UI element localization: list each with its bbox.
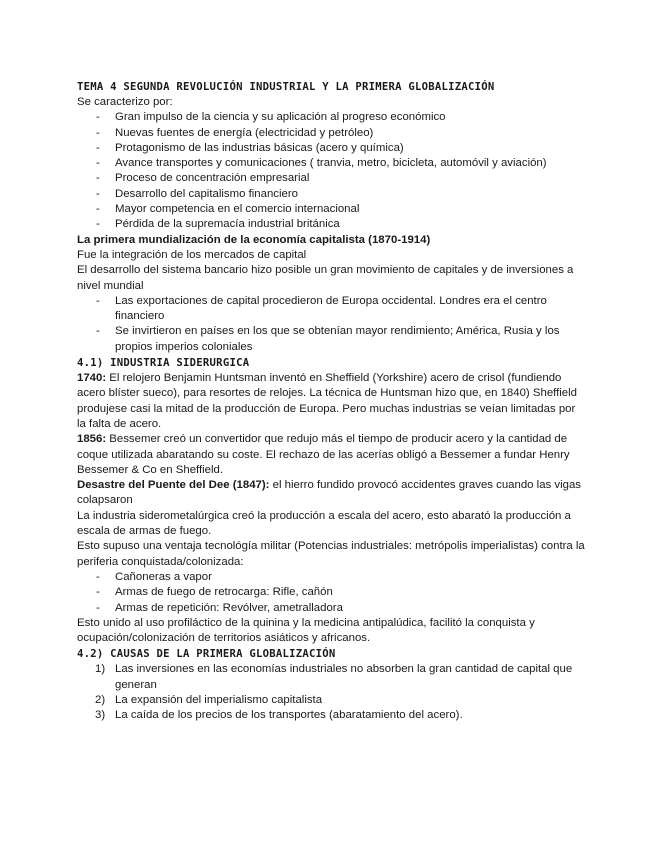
list-item: - Se invirtieron en países en los que se obtenían mayor rendimiento; América, Rusia y los propios imperios coloniales [96, 325, 560, 353]
paragraph-1856: 1856: Bessemer creó un convertidor que redujo más el tiempo de producir acero y la cantidad de coque utilizada abaratando su coste. El rechazo de las acerías obligó a Bessemer a fundar Henry Bessemer & Co en Sheffield. [77, 433, 570, 476]
list-item: - Armas de repetición: Revólver, ametralladora [77, 601, 587, 616]
characteristics-list [77, 110, 587, 232]
list-item: 2) La expansión del imperialismo capitalista [77, 693, 587, 708]
list-item: - Armas de fuego de retrocarga: Rifle, cañón [77, 585, 587, 600]
dash-marker: - [96, 187, 100, 200]
paragraph-dee-bridge: Desastre del Puente del Dee (1847): el hierro fundido provocó accidentes graves cuando las vigas colapsaron [77, 479, 581, 507]
dash-marker: - [96, 586, 100, 599]
mundializacion-line-1: Fue la integración de los mercados de capital [77, 248, 307, 261]
dash-marker: - [96, 601, 100, 614]
dash-marker: - [96, 294, 100, 307]
intro-text: Se caracterizo por: [77, 96, 173, 108]
dash-marker: - [96, 111, 100, 124]
list-item: - Las exportaciones de capital procedieron de Europa occidental. Londres era el centro financiero [96, 294, 547, 323]
list-item: - Gran impulso de la ciencia y su aplicación al progreso económico [77, 110, 587, 125]
dash-marker: - [96, 570, 100, 583]
paragraph-1740: 1740: El relojero Benjamin Huntsman inventó en Sheffield (Yorkshire) acero de crisol (fundiendo acero blíster sueco), para resortes de relojes. La técnica de Huntsman hizo que, en 1840) Sheffield produjese casi la mitad de la producción de Europa. Pero muchas industrias se veían limitadas por la falta de acero. [77, 372, 578, 430]
document-page [77, 79, 587, 724]
dash-marker: - [96, 141, 100, 154]
list-item: - Pérdida de la supremacía industrial británica [77, 217, 587, 232]
weapons-list [77, 570, 587, 616]
number-marker: 1) [95, 663, 106, 676]
paragraph-ventaja-militar: Esto supuso una ventaja tecnológía militar (Potencias industriales: metrópolis imperialistas) contra la periferia conquistada/colonizada: [77, 540, 585, 568]
dash-marker: - [96, 172, 100, 185]
list-item: - Cañoneras a vapor [77, 570, 587, 585]
list-item: 3) La caída de los precios de los transportes (abaratamiento del acero). [77, 708, 587, 723]
dash-marker: - [96, 203, 100, 216]
dash-marker: - [96, 126, 100, 139]
list-item: - Protagonismo de las industrias básicas (acero y química) [77, 141, 587, 156]
list-item: 1) Las inversiones en las economías industriales no absorben la gran cantidad de capital que generan [95, 663, 573, 691]
dash-marker: - [96, 157, 100, 170]
section-heading-4-2: 4.2) CAUSAS DE LA PRIMERA GLOBALIZACIÓN [77, 648, 336, 661]
list-item: - Nuevas fuentes de energía (electricidad y petróleo) [77, 126, 587, 141]
mundializacion-line-2: El desarrollo del sistema bancario hizo posible un gran movimiento de capitales y de inversiones a nivel mundial [77, 264, 574, 292]
section-heading-4-1: 4.1) INDUSTRIA SIDERURGICA [77, 357, 250, 370]
list-item: - Proceso de concentración empresarial [77, 171, 587, 186]
list-item: - Avance transportes y comunicaciones ( tranvia, metro, bicicleta, automóvil y aviación) [77, 156, 587, 171]
list-item: - Mayor competencia en el comercio internacional [77, 202, 587, 217]
mundializacion-list [77, 294, 587, 355]
paragraph-siderometalurgica: La industria siderometalúrgica creó la producción a escala del acero, esto abarató la producción a escala de armas de fuego. [77, 509, 571, 538]
number-marker: 3) [95, 709, 106, 722]
mundializacion-heading: La primera mundialización de la economía capitalista (1870-1914) [77, 233, 431, 246]
causes-list [77, 662, 587, 723]
paragraph-quinina: Esto unido al uso profiláctico de la quinina y la medicina antipalúdica, facilitó la conquista y ocupación/colonización de territorios asiáticos y africanos. [77, 616, 535, 645]
number-marker: 2) [95, 693, 106, 706]
dash-marker: - [96, 325, 100, 338]
page-title: TEMA 4 SEGUNDA REVOLUCIÓN INDUSTRIAL Y LA PRIMERA GLOBALIZACIÓN [77, 81, 495, 93]
dash-marker: - [96, 218, 100, 231]
list-item: - Desarrollo del capitalismo financiero [77, 187, 587, 202]
